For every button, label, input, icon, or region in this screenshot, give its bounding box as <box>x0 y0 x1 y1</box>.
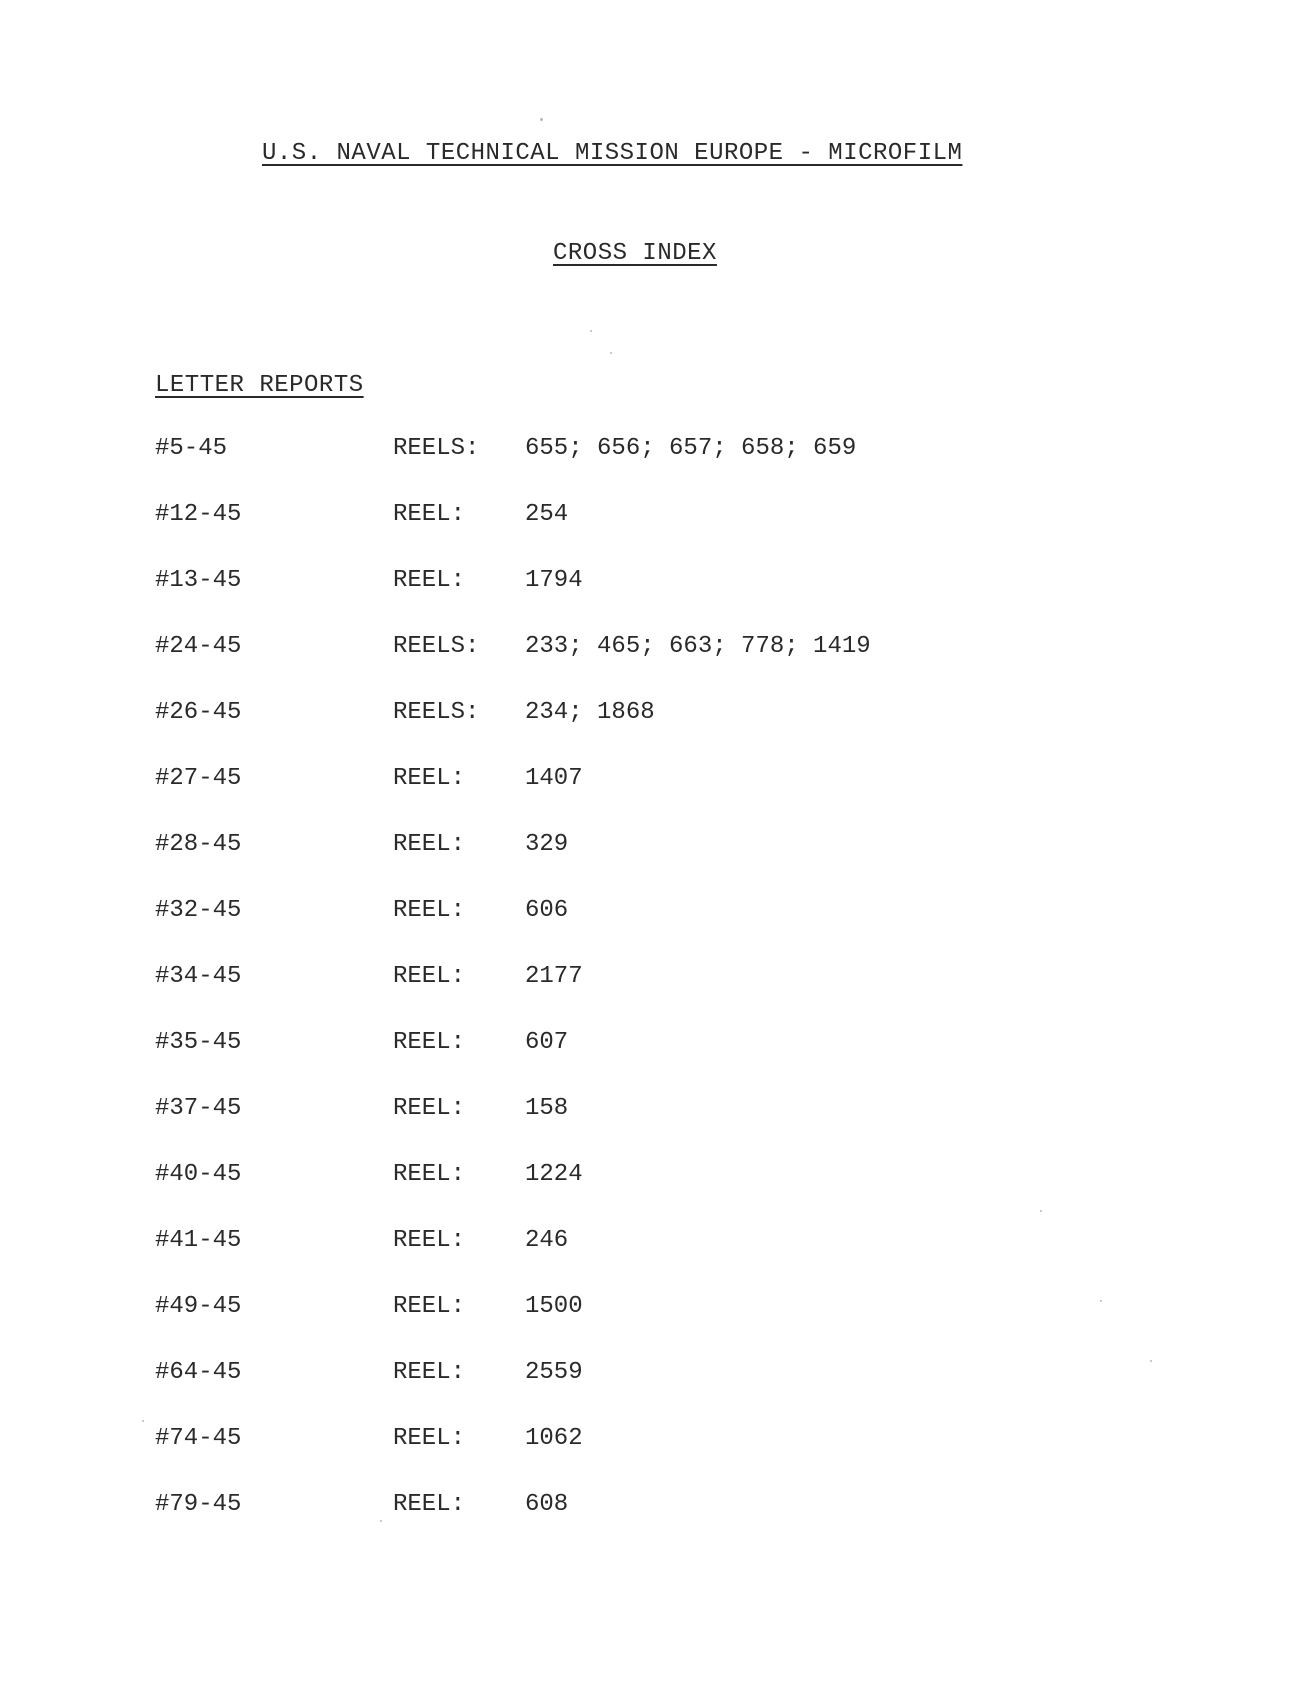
index-row <box>155 963 1155 1029</box>
report-number: #35-45 <box>155 1029 242 1056</box>
reel-numbers: 1407 <box>525 765 583 792</box>
report-index-list <box>155 435 1155 1557</box>
reel-numbers: 655; 656; 657; 658; 659 <box>525 435 857 462</box>
reel-label: REEL: <box>393 1095 466 1122</box>
report-number: #64-45 <box>155 1359 242 1386</box>
report-number: #28-45 <box>155 831 242 858</box>
index-row <box>155 1359 1155 1425</box>
reel-numbers: 254 <box>525 501 569 528</box>
index-row <box>155 435 1155 501</box>
reel-label: REEL: <box>393 1359 466 1386</box>
reel-label: REEL: <box>393 831 466 858</box>
index-row <box>155 831 1155 897</box>
scan-speck <box>610 352 612 354</box>
reel-numbers: 2559 <box>525 1359 583 1386</box>
index-row <box>155 897 1155 963</box>
report-number: #49-45 <box>155 1293 242 1320</box>
scan-speck <box>1040 1210 1042 1212</box>
reel-label: REELS: <box>393 633 480 660</box>
index-row <box>155 567 1155 633</box>
reel-numbers: 2177 <box>525 963 583 990</box>
reel-numbers: 608 <box>525 1491 569 1518</box>
reel-label: REEL: <box>393 1227 466 1254</box>
reel-numbers: 607 <box>525 1029 569 1056</box>
reel-label: REEL: <box>393 1161 466 1188</box>
index-row <box>155 501 1155 567</box>
reel-label: REEL: <box>393 1425 466 1452</box>
index-row <box>155 633 1155 699</box>
reel-label: REEL: <box>393 1029 466 1056</box>
reel-numbers: 233; 465; 663; 778; 1419 <box>525 633 871 660</box>
reel-numbers: 158 <box>525 1095 569 1122</box>
scan-speck <box>1100 1300 1102 1302</box>
section-heading: LETTER REPORTS <box>155 372 364 399</box>
reel-label: REEL: <box>393 501 466 528</box>
report-number: #40-45 <box>155 1161 242 1188</box>
report-number: #41-45 <box>155 1227 242 1254</box>
reel-label: REEL: <box>393 567 466 594</box>
document-subtitle: CROSS INDEX <box>553 240 717 267</box>
reel-numbers: 1062 <box>525 1425 583 1452</box>
reel-label: REELS: <box>393 699 480 726</box>
reel-label: REEL: <box>393 1491 466 1518</box>
report-number: #37-45 <box>155 1095 242 1122</box>
report-number: #5-45 <box>155 435 228 462</box>
reel-label: REEL: <box>393 765 466 792</box>
index-row <box>155 1491 1155 1557</box>
index-row <box>155 1161 1155 1227</box>
reel-label: REEL: <box>393 963 466 990</box>
reel-numbers: 1794 <box>525 567 583 594</box>
index-row <box>155 699 1155 765</box>
report-number: #24-45 <box>155 633 242 660</box>
document-title: U.S. NAVAL TECHNICAL MISSION EUROPE - MICROFILM <box>262 140 963 167</box>
reel-numbers: 234; 1868 <box>525 699 655 726</box>
index-row <box>155 1425 1155 1491</box>
index-row <box>155 1293 1155 1359</box>
reel-label: REELS: <box>393 435 480 462</box>
index-row <box>155 1227 1155 1293</box>
report-number: #74-45 <box>155 1425 242 1452</box>
reel-numbers: 329 <box>525 831 569 858</box>
reel-numbers: 246 <box>525 1227 569 1254</box>
scan-speck <box>1150 1360 1152 1362</box>
index-row <box>155 765 1155 831</box>
report-number: #27-45 <box>155 765 242 792</box>
scan-speck <box>380 1520 382 1522</box>
index-row <box>155 1095 1155 1161</box>
report-number: #32-45 <box>155 897 242 924</box>
reel-numbers: 1500 <box>525 1293 583 1320</box>
reel-numbers: 606 <box>525 897 569 924</box>
report-number: #26-45 <box>155 699 242 726</box>
index-row <box>155 1029 1155 1095</box>
report-number: #13-45 <box>155 567 242 594</box>
reel-label: REEL: <box>393 1293 466 1320</box>
scan-speck <box>590 330 592 332</box>
scan-speck <box>540 118 543 121</box>
scan-speck <box>142 1420 144 1422</box>
report-number: #12-45 <box>155 501 242 528</box>
reel-numbers: 1224 <box>525 1161 583 1188</box>
reel-label: REEL: <box>393 897 466 924</box>
report-number: #34-45 <box>155 963 242 990</box>
report-number: #79-45 <box>155 1491 242 1518</box>
